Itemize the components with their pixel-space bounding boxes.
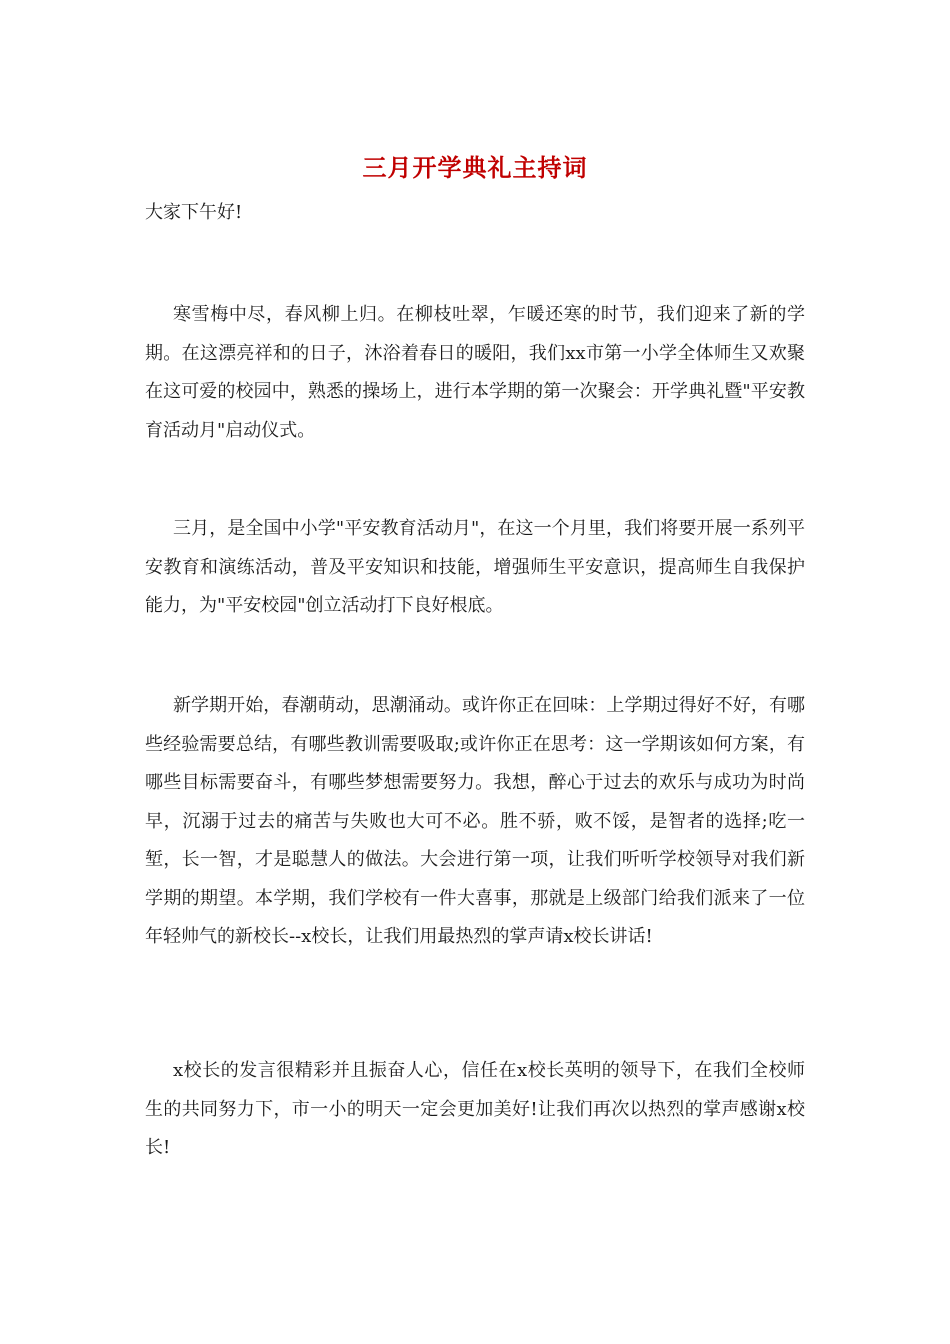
- paragraph-opening: 寒雪梅中尽，春风柳上归。在柳枝吐翠，乍暖还寒的时节，我们迎来了新的学期。在这漂亮祥和的日子，沐浴着春日的暖阳，我们xx市第一小学全体师生又欢聚在这可爱的校园中，熟悉的操场上，进行本学期的第一次聚会：开学典礼暨"平安教育活动月"启动仪式。: [145, 304, 805, 441]
- paragraph-new-semester: 新学期开始，春潮萌动，思潮涌动。或许你正在回味：上学期过得好不好，有哪些经验需要总结，有哪些教训需要吸取;或许你正在思考：这一学期该如何方案，有哪些目标需要奋斗，有哪些梦想需要努力。我想，醉心于过去的欢乐与成功为时尚早，沉溺于过去的痛苦与失败也大可不必。胜不骄，败不馁，是智者的选择;吃一堑，长一智，才是聪慧人的做法。大会进行第一项，让我们听听学校领导对我们新学期的期望。本学期，我们学校有一件大喜事，那就是上级部门给我们派来了一位年轻帅气的新校长--x校长，让我们用最热烈的掌声请x校长讲话!: [145, 695, 805, 947]
- paragraph-safety-month: 三月，是全国中小学"平安教育活动月"，在这一个月里，我们将要开展一系列平安教育和演练活动，普及平安知识和技能，增强师生平安意识，提高师生自我保护能力，为"平安校园"创立活动打下良好根底。: [145, 518, 805, 616]
- greeting-line: 大家下午好!: [145, 202, 243, 223]
- document-title: 三月开学典礼主持词: [362, 153, 588, 182]
- paragraph-closing: x校长的发言很精彩并且振奋人心，信任在x校长英明的领导下，在我们全校师生的共同努力下，市一小的明天一定会更加美好!让我们再次以热烈的掌声感谢x校长!: [145, 1060, 805, 1158]
